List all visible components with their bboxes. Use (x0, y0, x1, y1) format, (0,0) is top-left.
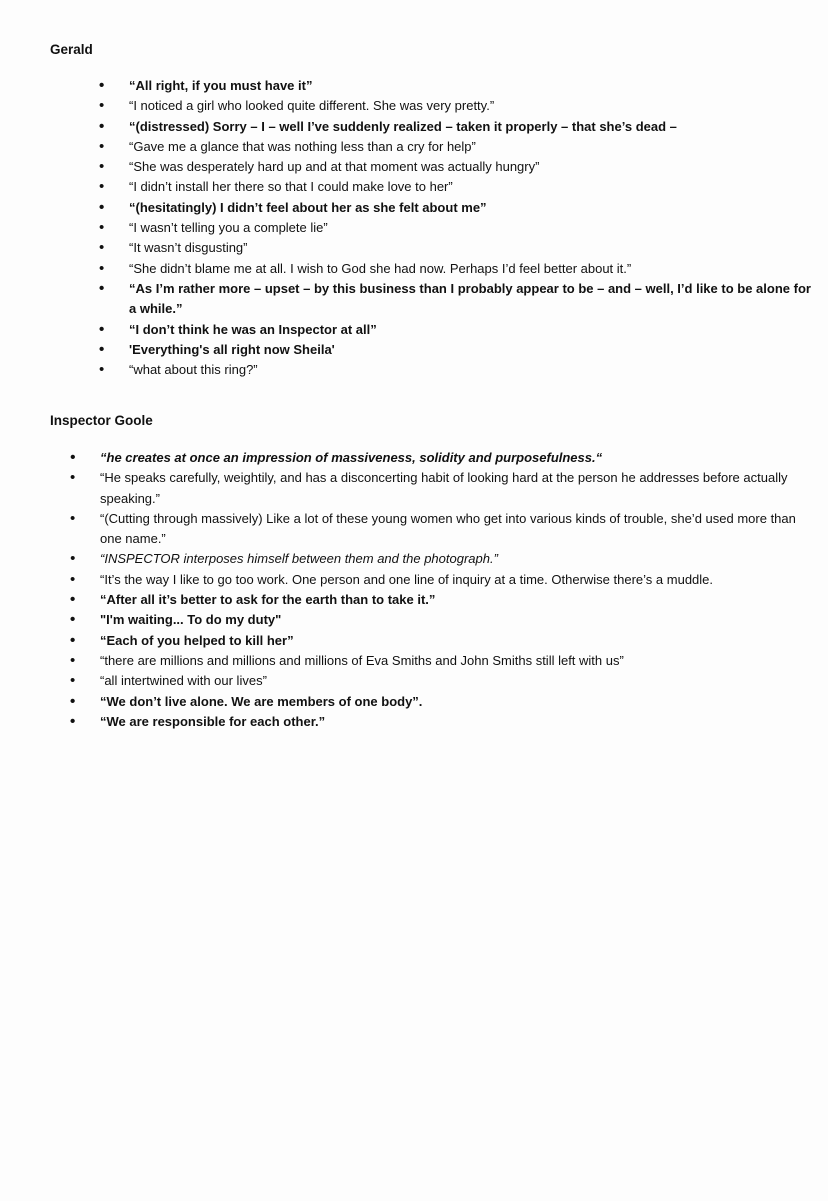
quote-list-item: • “It wasn’t disgusting” (99, 238, 811, 258)
quote-list-item: • “I don’t think he was an Inspector at all” (99, 320, 811, 340)
inspector-quote-list (70, 448, 810, 732)
quote-list-item: • “I noticed a girl who looked quite different. She was very pretty.” (99, 96, 811, 116)
quote-list-item: • “I didn’t install her there so that I could make love to her” (99, 177, 811, 197)
quote-list-item: • “We are responsible for each other.” (70, 712, 810, 732)
quote-list-item: • “She was desperately hard up and at that moment was actually hungry” (99, 157, 811, 177)
quote-list-item: • “Gave me a glance that was nothing less than a cry for help” (99, 137, 811, 157)
quote-list-item: • “all intertwined with our lives” (70, 671, 810, 691)
quote-list-item: • “He speaks carefully, weightily, and has a disconcerting habit of looking hard at the person he addresses before actually speaking.” (70, 468, 810, 509)
quote-list-item: • 'Everything's all right now Sheila' (99, 340, 811, 360)
gerald-quote-list (99, 76, 811, 380)
quote-list-item: • “Each of you helped to kill her” (70, 631, 810, 651)
quote-list-item: • “After all it’s better to ask for the earth than to take it.” (70, 590, 810, 610)
quote-list-item: • "I'm waiting... To do my duty" (70, 610, 810, 630)
quote-list-item: • “As I’m rather more – upset – by this business than I probably appear to be – and – well, I’d like to be alone for a while.” (99, 279, 811, 320)
quote-list-item: • “(Cutting through massively) Like a lot of these young women who get into various kinds of trouble, she’d used more than one name.” (70, 509, 810, 550)
quote-list-item: • “what about this ring?” (99, 360, 811, 380)
quote-list-item: • “We don’t live alone. We are members of one body”. (70, 692, 810, 712)
quote-list-item: • “I wasn’t telling you a complete lie” (99, 218, 811, 238)
quote-list-item: • “he creates at once an impression of massiveness, solidity and purposefulness.“ (70, 448, 810, 468)
quote-list-item: • “there are millions and millions and millions of Eva Smiths and John Smiths still left with us” (70, 651, 810, 671)
section-heading-gerald: Gerald (50, 42, 93, 57)
quote-list-item: • “INSPECTOR interposes himself between them and the photograph.” (70, 549, 810, 569)
quote-list-item: • “It’s the way I like to go too work. One person and one line of inquiry at a time. Otherwise there’s a muddle. (70, 570, 810, 590)
quote-list-item: • “(distressed) Sorry – I – well I’ve suddenly realized – taken it properly – that she’s dead – (99, 117, 811, 137)
quote-list-item: • “(hesitatingly) I didn’t feel about her as she felt about me” (99, 198, 811, 218)
quote-list-item: • “All right, if you must have it” (99, 76, 811, 96)
section-heading-inspector-goole: Inspector Goole (50, 413, 153, 428)
quote-list-item: • “She didn’t blame me at all. I wish to God she had now. Perhaps I’d feel better about it.” (99, 259, 811, 279)
